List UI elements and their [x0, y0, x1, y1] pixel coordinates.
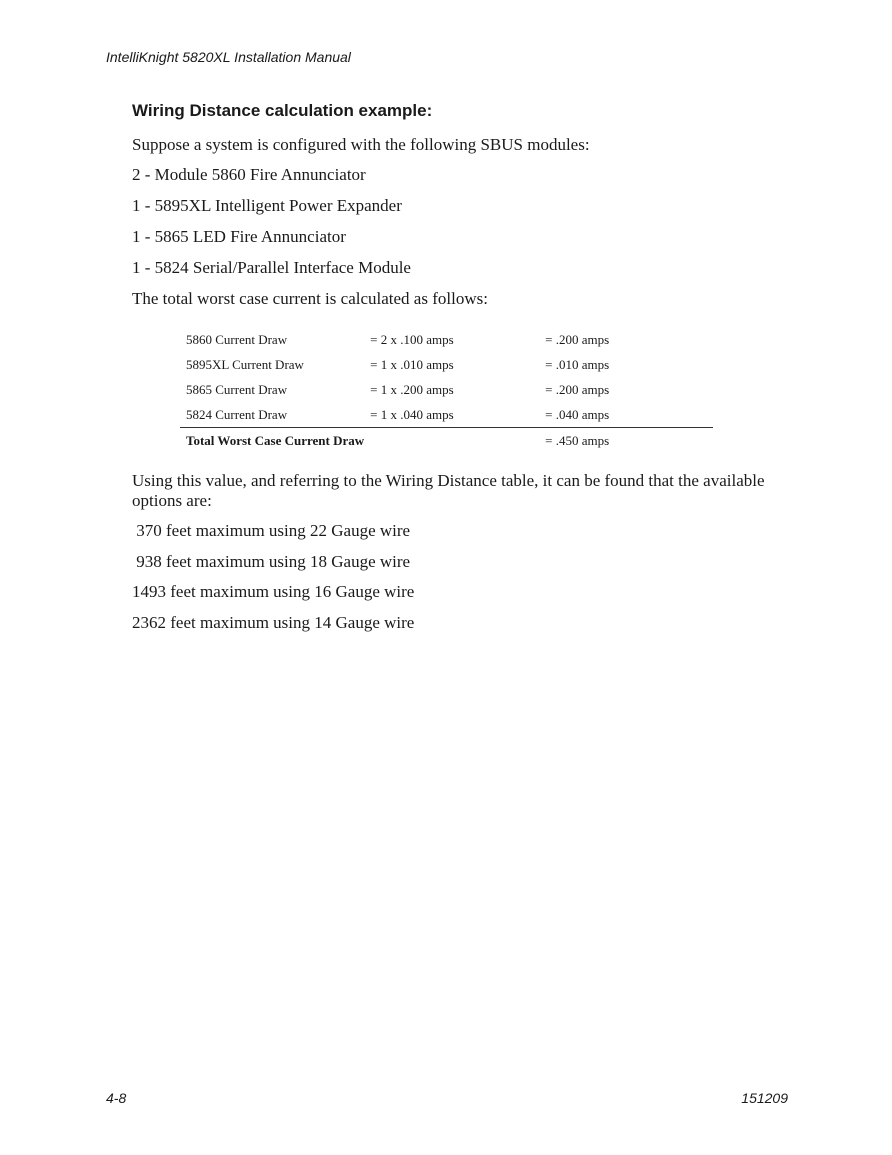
result-cell: = .200 amps	[545, 332, 610, 348]
table-row	[180, 353, 713, 378]
formula-cell: = 2 x .100 amps	[370, 332, 454, 348]
item-cell: 5860 Current Draw	[186, 332, 288, 348]
page-number: 4-8	[106, 1090, 127, 1106]
running-header: IntelliKnight 5820XL Installation Manual	[106, 49, 351, 65]
total-label-cell: Total Worst Case Current Draw	[180, 428, 364, 453]
module-item: 1 - 5865 LED Fire Annunciator	[132, 227, 346, 246]
table-row	[180, 402, 713, 427]
wiring-option: 370 feet maximum using 22 Gauge wire	[132, 520, 411, 540]
intro-paragraph: Suppose a system is configured with the following SBUS modules:	[132, 135, 590, 154]
total-row	[180, 428, 713, 453]
module-item: 2 - Module 5860 Fire Annunciator	[132, 165, 366, 184]
wiring-option: 1493 feet maximum using 16 Gauge wire	[132, 582, 415, 602]
module-item: 1 - 5895XL Intelligent Power Expander	[132, 196, 402, 215]
using-paragraph: Using this value, and referring to the Wiring Distance table, it can be found that the available options are:	[132, 470, 765, 510]
module-item: 1 - 5824 Serial/Parallel Interface Module	[132, 258, 411, 277]
result-cell: = .010 amps	[545, 357, 610, 373]
total-result-cell: = .450 amps	[539, 428, 713, 453]
total-formula-cell	[364, 428, 539, 453]
document-body	[132, 100, 792, 643]
result-cell: = .040 amps	[545, 406, 610, 422]
item-cell: 5824 Current Draw	[186, 406, 288, 422]
module-list	[132, 165, 792, 278]
wiring-options-list	[132, 521, 792, 633]
item-cell: 5865 Current Draw	[186, 381, 288, 397]
formula-cell: = 1 x .200 amps	[370, 381, 454, 397]
wiring-option: 2362 feet maximum using 14 Gauge wire	[132, 612, 415, 632]
table-row	[180, 328, 713, 353]
formula-cell: = 1 x .040 amps	[370, 406, 454, 422]
calculation-intro: The total worst case current is calculated as follows:	[132, 289, 488, 308]
document-number: 151209	[741, 1090, 788, 1106]
section-heading: Wiring Distance calculation example:	[132, 101, 433, 120]
item-cell: 5895XL Current Draw	[186, 357, 304, 373]
result-cell: = .200 amps	[545, 381, 610, 397]
wiring-option: 938 feet maximum using 18 Gauge wire	[132, 551, 411, 571]
table-row	[180, 378, 713, 403]
formula-cell: = 1 x .010 amps	[370, 357, 454, 373]
current-draw-table	[180, 328, 713, 453]
